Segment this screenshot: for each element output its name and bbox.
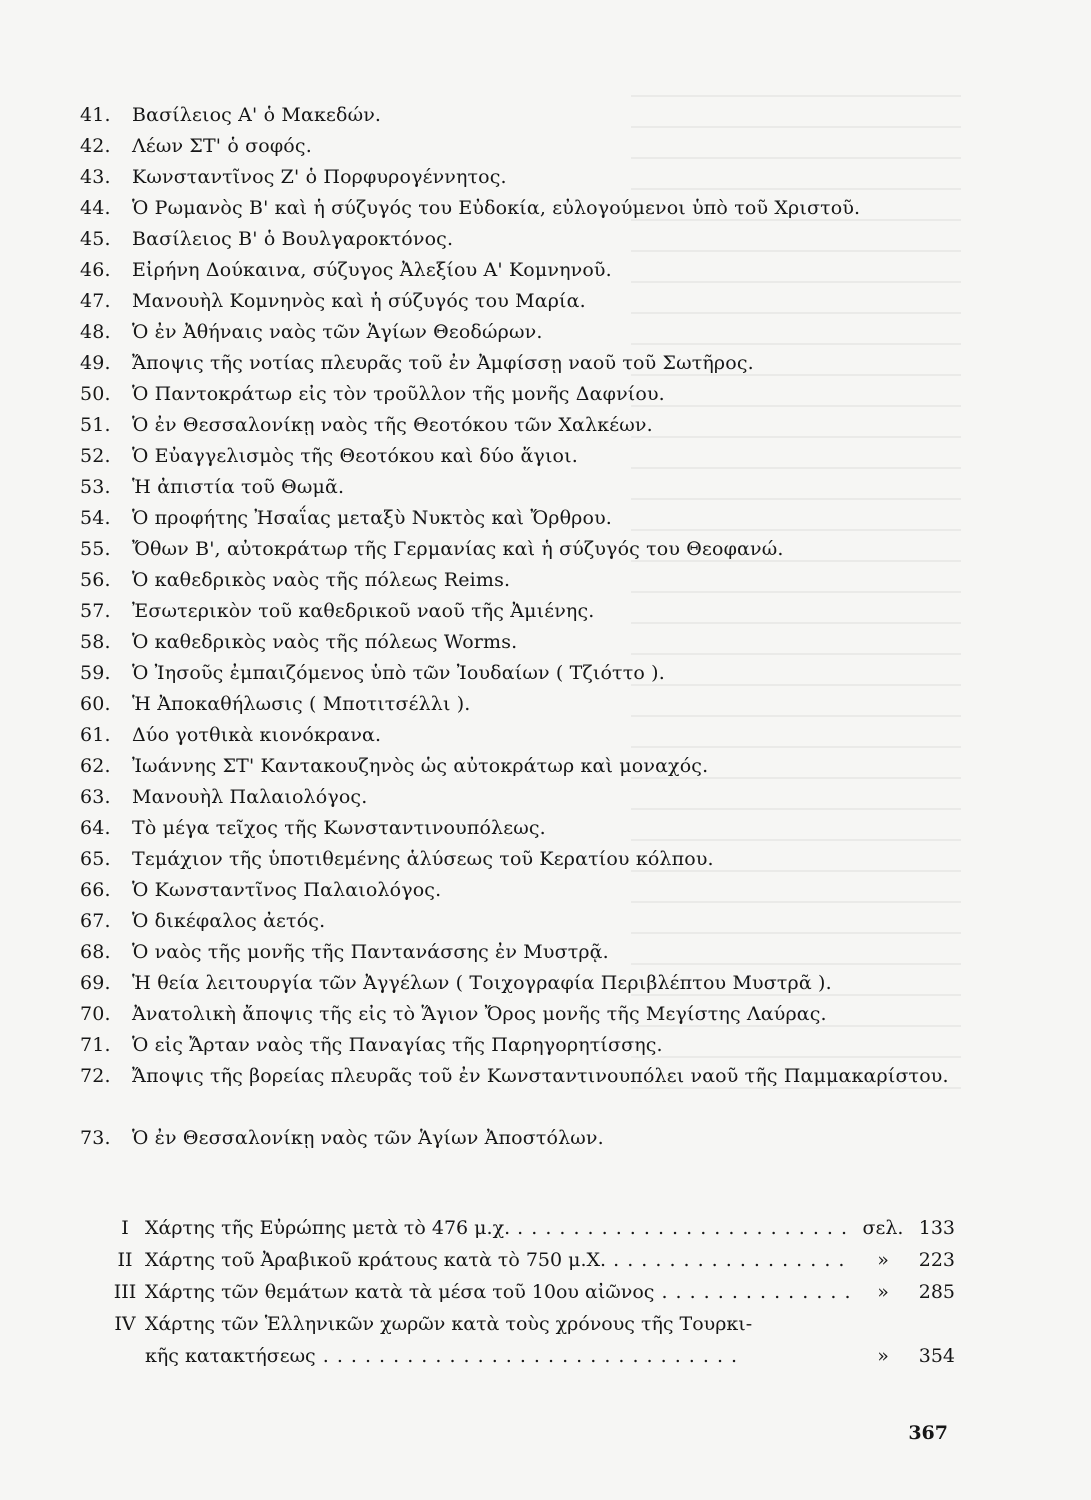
map-entry <box>105 1276 955 1308</box>
item-number: 55. <box>80 538 111 560</box>
item-number: 42. <box>80 135 111 157</box>
list-item <box>80 379 980 410</box>
item-caption: Δύο γοτθικὰ κιονόκρανα. <box>132 724 382 746</box>
page-marker: » <box>877 1281 889 1303</box>
item-number: 56. <box>80 569 111 591</box>
item-number: 59. <box>80 662 111 684</box>
item-caption: Ὁ Ρωμανὸς Β' καὶ ἡ σύζυγός του Εὐδοκία, εὐλογούμενοι ὑπὸ τοῦ Χριστοῦ. <box>132 197 861 219</box>
item-number: 61. <box>80 724 111 746</box>
item-caption: Βασίλειος Α' ὁ Μακεδών. <box>132 104 382 126</box>
map-caption: Χάρτης τοῦ Ἀραβικοῦ κράτους κατὰ τὸ 750 μ.Χ. . . . <box>145 1244 853 1276</box>
map-list <box>105 1212 955 1372</box>
map-number: IV <box>114 1313 136 1335</box>
map-caption: Χάρτης τῶν θεμάτων κατὰ τὰ μέσα τοῦ 10ου αἰῶνος . . . <box>145 1276 853 1308</box>
page-marker: » <box>877 1345 889 1367</box>
list-item <box>80 410 980 441</box>
item-caption: Ἐσωτερικὸν τοῦ καθεδρικοῦ ναοῦ τῆς Ἀμιένης. <box>132 600 595 622</box>
item-caption: Ὁ καθεδρικὸς ναὸς τῆς πόλεως Reims. <box>132 569 511 591</box>
map-entry <box>105 1308 955 1372</box>
item-number: 73. <box>80 1127 111 1149</box>
item-number: 47. <box>80 290 111 312</box>
item-number: 69. <box>80 972 111 994</box>
item-caption: Ὁ Παντοκράτωρ εἰς τὸν τροῦλλον τῆς μονῆς Δαφνίου. <box>132 383 665 405</box>
item-number: 58. <box>80 631 111 653</box>
item-caption: Λέων ΣΤ' ὁ σοφός. <box>132 135 312 157</box>
item-caption: Ἰωάννης ΣΤ' Καντακουζηνὸς ὡς αὐτοκράτωρ καὶ μοναχός. <box>132 755 709 777</box>
list-item <box>80 906 980 937</box>
map-number: III <box>113 1281 137 1303</box>
item-number: 44. <box>80 197 111 219</box>
item-caption: Εἰρήνη Δούκαινα, σύζυγος Ἀλεξίου Α' Κομνηνοῦ. <box>132 259 612 281</box>
folio-page-number: 367 <box>908 1422 948 1444</box>
page-ref <box>853 1340 955 1372</box>
list-item <box>80 875 980 906</box>
list-item <box>80 193 980 224</box>
map-number: II <box>117 1249 133 1271</box>
list-item <box>80 1030 980 1061</box>
item-number: 71. <box>80 1034 111 1056</box>
item-number: 67. <box>80 910 111 932</box>
item-number: 70. <box>80 1003 111 1025</box>
list-item <box>80 968 980 999</box>
item-caption: Ἄποψις τῆς βορείας πλευρᾶς τοῦ ἐν Κωνσταντινουπόλει ναοῦ τῆς Παμμακαρίστου. <box>132 1065 949 1087</box>
item-number: 53. <box>80 476 111 498</box>
list-item <box>80 441 980 472</box>
item-caption: Κωνσταντῖνος Ζ' ὁ Πορφυρογέννητος. <box>132 166 507 188</box>
list-item <box>80 131 980 162</box>
item-number: 46. <box>80 259 111 281</box>
item-caption: Ὁ προφήτης Ἠσαΐας μεταξὺ Νυκτὸς καὶ Ὄρθρου. <box>132 507 612 529</box>
item-caption: Ὁ εἰς Ἄρταν ναὸς τῆς Παναγίας τῆς Παρηγορητίσσης. <box>132 1034 663 1056</box>
list-item <box>80 658 980 689</box>
item-caption: Βασίλειος Β' ὁ Βουλγαροκτόνος. <box>132 228 454 250</box>
list-item <box>80 1123 980 1154</box>
item-caption: Ὄθων Β', αὐτοκράτωρ τῆς Γερμανίας καὶ ἡ σύζυγός του Θεοφανώ. <box>132 538 784 560</box>
page-number: 285 <box>918 1281 955 1303</box>
list-item <box>80 286 980 317</box>
item-caption: Ὁ Κωνσταντῖνος Παλαιολόγος. <box>132 879 442 901</box>
map-caption <box>145 1308 853 1372</box>
item-number: 54. <box>80 507 111 529</box>
list-item <box>80 720 980 751</box>
page-marker: » <box>877 1249 889 1271</box>
list-item <box>80 224 980 255</box>
item-number: 63. <box>80 786 111 808</box>
item-number: 45. <box>80 228 111 250</box>
plate-list <box>80 100 980 1154</box>
item-caption: Ἡ θεία λειτουργία τῶν Ἀγγέλων ( Τοιχογραφία Περιβλέπτου Μυστρᾶ ). <box>132 972 832 994</box>
item-caption: Ὁ ναὸς τῆς μονῆς τῆς Παντανάσσης ἐν Μυστρᾷ. <box>132 941 609 963</box>
list-item <box>80 689 980 720</box>
map-entry <box>105 1212 955 1244</box>
item-number: 64. <box>80 817 111 839</box>
map-entry <box>105 1244 955 1276</box>
page-number: 354 <box>918 1345 955 1367</box>
list-item <box>80 255 980 286</box>
item-number: 49. <box>80 352 111 374</box>
item-caption: Ἀνατολικὴ ἄποψις τῆς εἰς τὸ Ἅγιον Ὄρος μονῆς τῆς Μεγίστης Λαύρας. <box>132 1003 827 1025</box>
item-number: 51. <box>80 414 111 436</box>
item-caption: Μανουὴλ Κομνηνὸς καὶ ἡ σύζυγός του Μαρία. <box>132 290 586 312</box>
list-item <box>80 472 980 503</box>
list-item <box>80 503 980 534</box>
item-caption: Ὁ ἐν Θεσσαλονίκῃ ναὸς τῆς Θεοτόκου τῶν Χαλκέων. <box>132 414 653 436</box>
page-number: 133 <box>918 1217 955 1239</box>
map-caption-line: κῆς κατακτήσεως . . . <box>145 1345 738 1367</box>
item-number: 50. <box>80 383 111 405</box>
item-caption: Μανουὴλ Παλαιολόγος. <box>132 786 368 808</box>
item-caption: Ἄποψις τῆς νοτίας πλευρᾶς τοῦ ἐν Ἀμφίσσῃ ναοῦ τοῦ Σωτῆρος. <box>132 352 754 374</box>
list-item <box>80 162 980 193</box>
item-number: 48. <box>80 321 111 343</box>
item-number: 52. <box>80 445 111 467</box>
item-number: 66. <box>80 879 111 901</box>
item-caption: Ὁ δικέφαλος ἀετός. <box>132 910 326 932</box>
item-number: 57. <box>80 600 111 622</box>
item-caption: Τεμάχιον τῆς ὑποτιθεμένης ἁλύσεως τοῦ Κερατίου κόλπου. <box>132 848 714 870</box>
map-number: I <box>121 1217 129 1239</box>
list-item <box>80 627 980 658</box>
list-item <box>80 999 980 1030</box>
item-caption: Ἡ ἀπιστία τοῦ Θωμᾶ. <box>132 476 345 498</box>
list-item <box>80 100 980 131</box>
list-item <box>80 813 980 844</box>
list-item <box>80 1061 980 1123</box>
item-caption: Ὁ ἐν Ἀθήναις ναὸς τῶν Ἁγίων Θεοδώρων. <box>132 321 543 343</box>
item-caption: Ὁ Εὐαγγελισμὸς τῆς Θεοτόκου καὶ δύο ἅγιοι. <box>132 445 578 467</box>
list-item <box>80 565 980 596</box>
list-item <box>80 534 980 565</box>
map-caption: Χάρτης τῆς Εὐρώπης μετὰ τὸ 476 μ.χ. . . . <box>145 1212 853 1244</box>
item-caption: Τὸ μέγα τεῖχος τῆς Κωνσταντινουπόλεως. <box>132 817 546 839</box>
item-number: 68. <box>80 941 111 963</box>
item-caption: Ἡ Ἀποκαθήλωσις ( Μποτιτσέλλι ). <box>132 693 471 715</box>
list-item <box>80 348 980 379</box>
list-item <box>80 751 980 782</box>
page-marker: σελ. <box>862 1217 904 1239</box>
item-caption: Ὁ καθεδρικὸς ναὸς τῆς πόλεως Worms. <box>132 631 518 653</box>
item-number: 60. <box>80 693 111 715</box>
item-number: 65. <box>80 848 111 870</box>
list-item <box>80 844 980 875</box>
list-item <box>80 937 980 968</box>
item-caption: Ὁ ἐν Θεσσαλονίκῃ ναὸς τῶν Ἁγίων Ἀποστόλων. <box>132 1127 604 1149</box>
item-number: 43. <box>80 166 111 188</box>
item-caption: Ὁ Ἰησοῦς ἐμπαιζόμενος ὑπὸ τῶν Ἰουδαίων ( Τζιόττο ). <box>132 662 665 684</box>
item-number: 62. <box>80 755 111 777</box>
map-caption-line: Χάρτης τῶν Ἑλληνικῶν χωρῶν κατὰ τοὺς χρόνους τῆς Τουρκι- <box>145 1313 753 1335</box>
list-item <box>80 782 980 813</box>
list-item <box>80 596 980 627</box>
item-number: 72. <box>80 1065 111 1087</box>
item-number: 41. <box>80 104 111 126</box>
list-item <box>80 317 980 348</box>
page-number: 223 <box>918 1249 955 1271</box>
